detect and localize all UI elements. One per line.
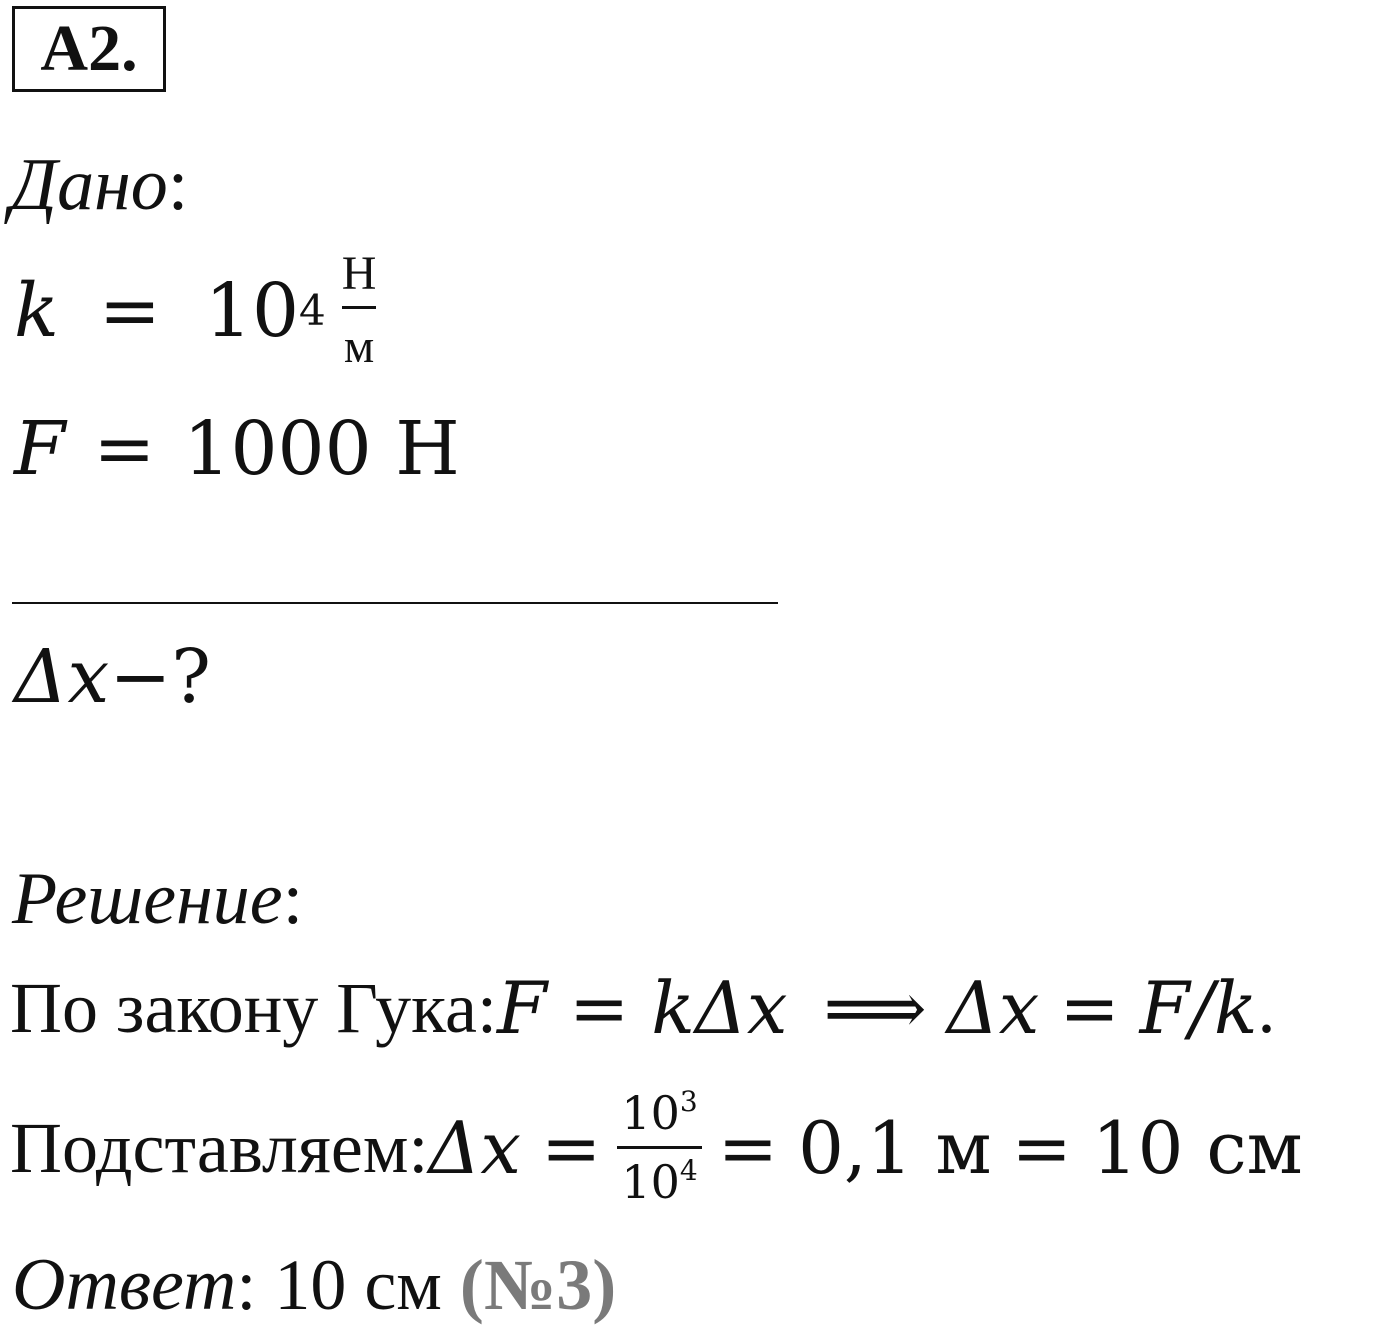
given-k-line: k = 10 4 $\frac{Н}{м}$	[14, 247, 377, 373]
k-unit-bar	[342, 306, 377, 309]
solution-heading	[12, 858, 304, 940]
subst-equals-2: =	[717, 1105, 779, 1190]
k-unit-denominator: м	[343, 320, 375, 373]
k-symbol: k	[14, 267, 59, 354]
subst-den-base: 10	[621, 1155, 680, 1209]
answer-line	[12, 1244, 617, 1326]
answer-heading: Ответ	[12, 1244, 237, 1326]
hooke-dot: .	[1257, 968, 1276, 1048]
find-line	[14, 634, 211, 720]
hooke-F: F	[496, 966, 547, 1050]
answer-colon: :	[236, 1245, 257, 1325]
hooke-equals: =	[568, 966, 630, 1050]
answer-value: 10 см	[256, 1245, 460, 1325]
subst-dx: Δx	[428, 1105, 522, 1190]
given-f-line	[14, 406, 460, 492]
solution-line-2	[10, 1085, 1303, 1209]
f-equals: =	[93, 406, 156, 492]
f-symbol: F	[14, 406, 66, 492]
hooke-f-over-k: F/k	[1139, 966, 1258, 1050]
find-expr: Δx	[14, 634, 110, 720]
solution-heading-colon: :	[282, 858, 304, 940]
substitute-text: Подставляем:	[10, 1107, 429, 1188]
subst-num-base: 10	[621, 1086, 680, 1140]
subst-equals-3: =	[1011, 1105, 1072, 1190]
f-value: 1000 Н	[183, 406, 460, 492]
subst-denominator	[621, 1154, 698, 1209]
subst-numerator	[621, 1085, 698, 1140]
solution-line-1	[10, 966, 1276, 1050]
subst-value-cm: 10 см	[1091, 1105, 1303, 1190]
k-unit-fraction	[341, 247, 377, 373]
hooke-k-dx: kΔx	[651, 966, 788, 1050]
subst-fraction-bar	[617, 1146, 701, 1149]
implies-arrow: ⟹	[823, 966, 927, 1050]
k-unit-numerator: Н	[341, 247, 377, 300]
problem-label: A2.	[12, 6, 166, 92]
k-base: 10	[204, 267, 300, 354]
subst-equals: =	[541, 1105, 602, 1190]
subst-fraction	[621, 1085, 698, 1209]
solution-heading-text: Решение	[12, 858, 283, 940]
given-heading	[10, 144, 189, 226]
given-heading-colon: :	[167, 144, 189, 226]
find-suffix: −?	[109, 634, 211, 720]
hooke-law-text: По закону Гука:	[10, 968, 497, 1048]
subst-num-exp: 3	[679, 1085, 698, 1118]
given-heading-text: Дано	[10, 144, 168, 226]
k-equals: =	[98, 267, 161, 354]
hooke-dx: Δx	[946, 966, 1040, 1050]
answer-reference: (№3)	[459, 1245, 617, 1325]
given-separator	[12, 602, 778, 604]
hooke-equals-2: =	[1059, 966, 1120, 1050]
subst-value-m: 0,1 м	[798, 1105, 992, 1190]
subst-den-exp: 4	[679, 1154, 698, 1187]
